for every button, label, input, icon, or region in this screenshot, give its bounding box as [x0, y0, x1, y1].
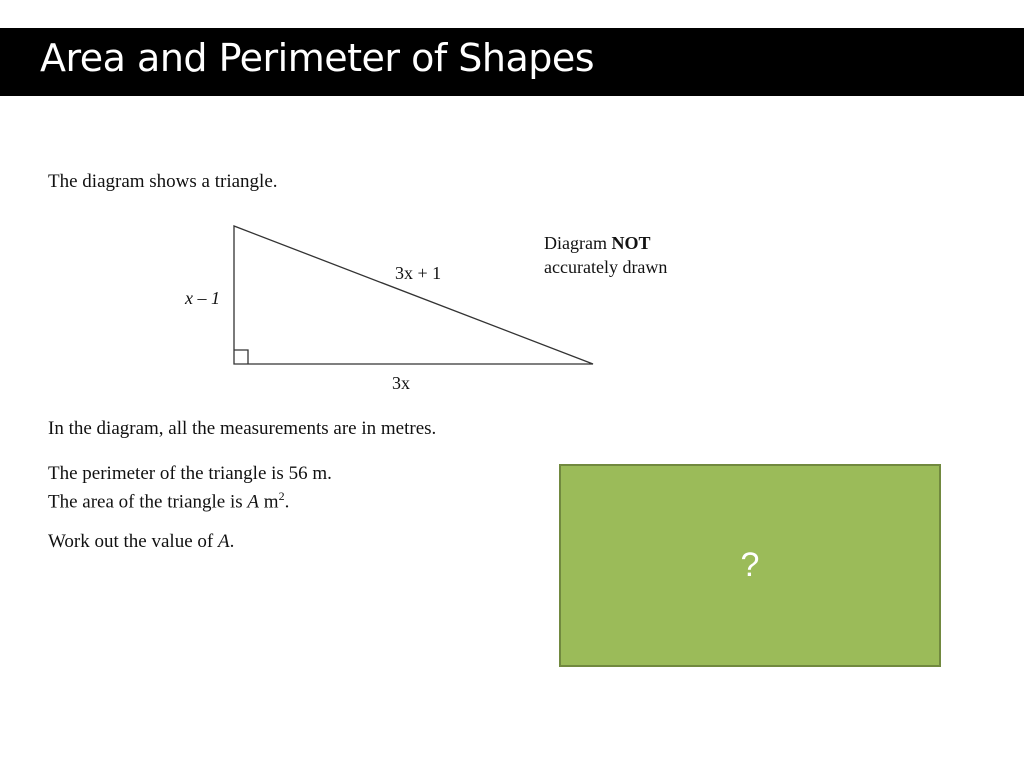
triangle-diagram — [175, 215, 605, 400]
area-variable: A — [247, 491, 260, 513]
task-variable: A — [217, 531, 230, 552]
slide-title: Area and Perimeter of Shapes — [40, 36, 595, 80]
left-side-label: x – 1 — [185, 288, 220, 308]
area-line: The area of the triangle is A $m^2$. — [48, 489, 290, 513]
units-note: In the diagram, all the measurements are in metres. — [48, 418, 437, 439]
answer-reveal-button[interactable] — [559, 464, 941, 667]
hypotenuse-label: 3x + 1 — [395, 263, 442, 283]
right-angle-marker — [234, 350, 248, 364]
perimeter-line: The perimeter of the triangle is 56 m. — [48, 463, 332, 484]
triangle-svg — [175, 215, 605, 400]
base-label: 3x — [392, 373, 410, 393]
diagram-note: Diagram NOT accurately drawn — [544, 233, 668, 277]
answer-placeholder: ? — [740, 546, 760, 584]
title-bar — [0, 28, 1024, 96]
triangle-shape — [234, 226, 593, 364]
question-intro: The diagram shows a triangle. — [48, 171, 278, 192]
task-line: Work out the value of A. — [48, 531, 235, 552]
